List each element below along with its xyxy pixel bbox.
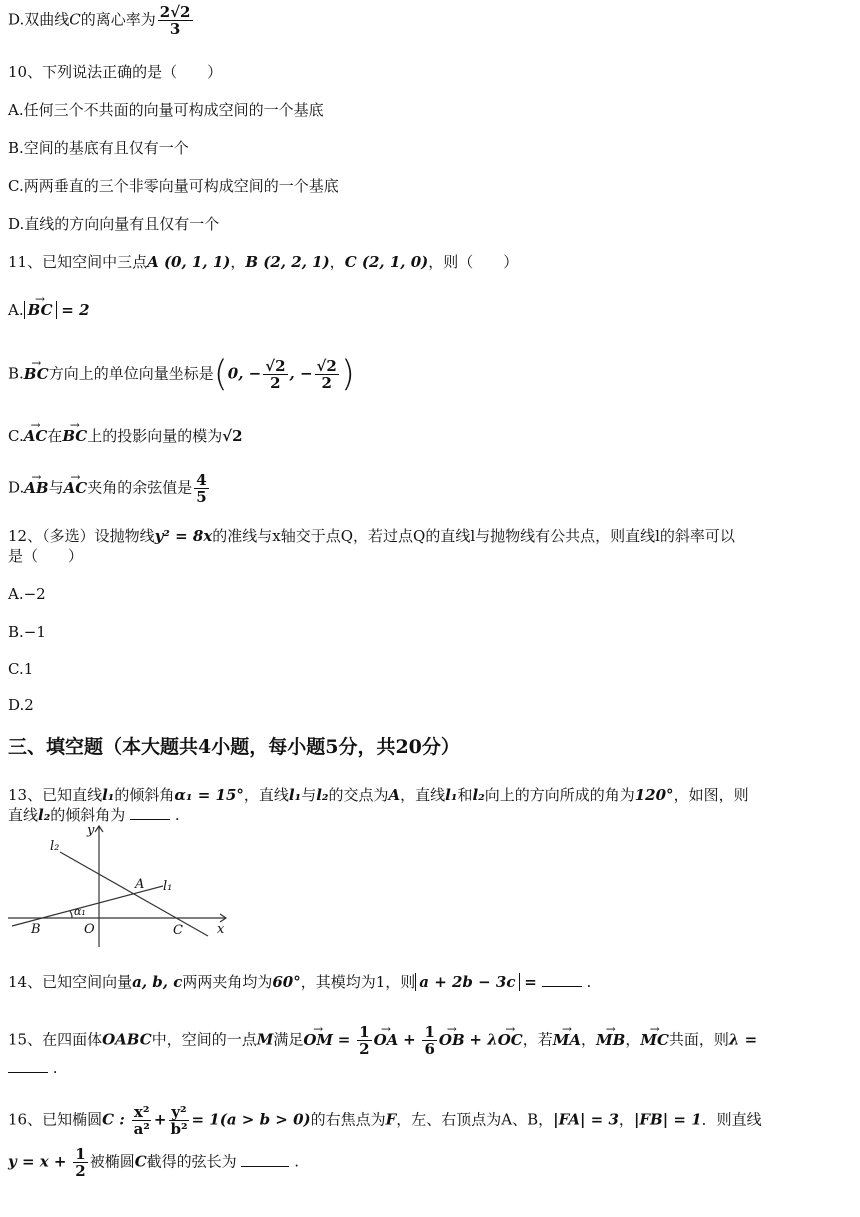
q15-f2n: 1: [424, 1023, 435, 1041]
figure-label-l1: l₁: [163, 879, 173, 894]
q13-t6: 和: [457, 786, 473, 804]
q16-t1: 的右焦点为: [310, 1110, 386, 1129]
figure-label-y: y: [87, 823, 95, 838]
q12-stem1: 12、（多选）设抛物线: [8, 527, 155, 545]
q15-name: OABC: [102, 1030, 152, 1049]
q11c-text2: 上的投影向量的模为: [87, 427, 223, 445]
q11b-n2: √2: [316, 357, 337, 375]
q13-t1: 的倾斜角: [114, 786, 175, 804]
q11a-val: = 2: [61, 301, 90, 319]
q16-hn: 1: [75, 1145, 86, 1163]
q12-stem-line1: [8, 526, 735, 546]
q16-F: F: [385, 1110, 397, 1129]
q11a-abs: [24, 301, 57, 319]
q15-mid: 中，空间的一点: [151, 1030, 257, 1049]
q15-OC: → OC: [498, 1030, 523, 1050]
figure-label-A: A: [135, 877, 145, 892]
q11-option-a: [8, 300, 90, 320]
q11c-label: C.: [8, 427, 24, 445]
q13-l2b: l₂: [472, 786, 485, 804]
q11d-frac: [194, 472, 208, 505]
q12-option-d: D.2: [8, 696, 34, 714]
q14-ang: 60°: [272, 973, 301, 991]
q15-OB: → OB: [439, 1030, 465, 1050]
q11d-vec2: → AC: [64, 478, 88, 498]
q11d-text1: 与: [48, 478, 64, 497]
q14-tail: .: [586, 973, 592, 991]
figure-label-alpha: α₁: [74, 905, 86, 918]
q13-l2c: l₂: [38, 806, 51, 824]
q16-l2post: 截得的弦长为: [146, 1152, 237, 1171]
q16-sep: ，: [618, 1110, 634, 1129]
q16-frac1: [132, 1104, 152, 1137]
q15-mid2: 满足: [273, 1030, 304, 1049]
q11d-label: D.: [8, 478, 25, 497]
q15-MB: → MB: [596, 1030, 625, 1050]
q11c-vec2: → BC: [62, 426, 87, 446]
q16-C: C :: [102, 1110, 125, 1129]
q14: [8, 972, 591, 992]
q14-expr: a + 2b − 3c: [415, 973, 519, 991]
q11a-label: A.: [8, 301, 24, 319]
q14-eq: =: [524, 973, 537, 991]
q9d-label: D.双曲线: [8, 10, 70, 29]
q16-FB: |FB| = 1: [633, 1110, 702, 1129]
q15-M: M: [256, 1030, 274, 1049]
q12-option-a: A.−2: [8, 585, 46, 603]
q16-frac2: [168, 1104, 189, 1137]
q9d-var: C: [69, 10, 81, 29]
q15-line1: 15、在四面体OABC中，空间的一点M满足→ OM = $\frac{1}{2}$ → OA + $\frac{1}{6}$ → OB + λ→ OC，若→ MA，→ MB，→ MC共面，则λ =: [8, 1024, 757, 1057]
q12-stem-line2: 是（ ）: [8, 547, 84, 565]
q11b-d2: 2: [321, 374, 332, 392]
q15-plus1: +: [403, 1030, 416, 1049]
q16-f2d: b²: [170, 1120, 188, 1138]
q15-f2d: 6: [424, 1040, 435, 1058]
q13-l2: l₂: [316, 786, 329, 804]
q15-lam: λ =: [728, 1030, 758, 1049]
q9-option-d: [8, 4, 195, 37]
q11b-frac2: [315, 358, 339, 391]
q14-mid: 两两夹角均为: [182, 973, 273, 991]
q11b-sep: , −: [289, 364, 313, 383]
q13-line1: [8, 785, 749, 805]
q16-l2mid: 被椭圆: [89, 1152, 135, 1171]
figure-angle-arc: [70, 911, 72, 918]
q16-hd: 2: [75, 1162, 86, 1180]
q16-tail: .: [294, 1152, 300, 1171]
q12-option-c: C.1: [8, 660, 34, 678]
q16-rest: = 1(a > b > 0): [191, 1110, 311, 1129]
q12-stem2: 的准线与x轴交于点Q，若过点Q的直线l与抛物线有公共点，则直线l的斜率可以: [212, 527, 735, 545]
q15-OM: → OM: [303, 1030, 333, 1050]
q13-l2post: 的倾斜角为: [50, 806, 126, 824]
q11-option-c: [8, 426, 243, 446]
q15-answer-blank: [8, 1060, 48, 1073]
q12-option-b: B.−1: [8, 623, 46, 641]
q15-f1d: 2: [359, 1040, 370, 1058]
q15-line2: [8, 1058, 58, 1078]
q11d-den: 5: [196, 488, 207, 506]
q13-answer-blank: [130, 807, 170, 820]
q16-f1d: a²: [133, 1120, 150, 1138]
q11b-n1: √2: [265, 357, 286, 375]
q11d-text2: 夹角的余弦值是: [87, 478, 193, 497]
q9d-frac: [158, 4, 193, 37]
q16-f1n: x²: [133, 1103, 150, 1121]
q15-eq: =: [337, 1030, 351, 1049]
figure-line-l1: [12, 886, 163, 926]
q9d-mid: 的离心率为: [80, 10, 156, 29]
q11a-vec: → BC: [28, 300, 53, 320]
q11b-lparen: (: [213, 353, 228, 395]
q11c-vec1: → AC: [24, 426, 48, 446]
q11d-vec1: → AB: [24, 478, 48, 498]
q11c-text1: 在: [47, 427, 63, 445]
q11d-num: 4: [196, 471, 207, 489]
q15-tail: .: [52, 1059, 58, 1077]
q13-l1: l₁: [102, 786, 115, 804]
q11-option-d: [8, 472, 211, 505]
q16-pre: 16、已知椭圆: [8, 1110, 103, 1129]
q12-eq: y² = 8x: [154, 527, 213, 545]
q13-figure: [8, 822, 238, 952]
q11-stem-post: ，则（ ）: [428, 253, 519, 271]
q15-plus2: + λ: [469, 1030, 498, 1049]
q15-frac2: [422, 1024, 436, 1057]
q11-stem-pre: 11、已知空间中三点: [8, 253, 148, 271]
figure-label-O: O: [84, 922, 95, 937]
q11c-val: √2: [222, 427, 243, 445]
q13-t4: 的交点为: [328, 786, 389, 804]
q10-option-b: B.空间的基底有且仅有一个: [8, 139, 189, 157]
q13-alpha: α₁ = 15°: [174, 786, 244, 804]
q11b-frac1: [263, 358, 287, 391]
q11b-vec: → BC: [24, 364, 49, 384]
q15-copl: 共面，则: [668, 1030, 729, 1049]
q15-cond: ，若: [522, 1030, 553, 1049]
q16-half: [73, 1146, 87, 1179]
q15-MA: → MA: [553, 1030, 581, 1050]
q15-frac1: [357, 1024, 371, 1057]
figure-label-C: C: [173, 923, 183, 938]
q10-option-c: C.两两垂直的三个非零向量可构成空间的一个基底: [8, 177, 339, 195]
q14-answer-blank: [542, 974, 582, 987]
q11b-d1: 2: [270, 374, 281, 392]
q14-pre: 14、已知空间向量: [8, 973, 133, 991]
q10-option-d: D.直线的方向向量有且仅有一个: [8, 215, 220, 233]
q11-stem: 11、已知空间中三点A (0, 1, 1)，B (2, 2, 1)，C (2, 1, 0)，则（ ）: [8, 253, 519, 271]
q10-stem: 10、下列说法正确的是（ ）: [8, 63, 223, 81]
q15-f1n: 1: [359, 1023, 370, 1041]
q13-t5: ，直线: [400, 786, 446, 804]
q15-MC: → MC: [640, 1030, 669, 1050]
q15-pre: 15、在四面体: [8, 1030, 103, 1049]
q13-pre: 13、已知直线: [8, 786, 103, 804]
q16-t2: ，左、右顶点为A、B，: [396, 1110, 554, 1129]
figure-label-B: B: [31, 922, 41, 937]
q11b-label: B.: [8, 364, 24, 383]
q11-option-b: [8, 353, 355, 395]
q13-t3: 与: [301, 786, 317, 804]
q13-t7: 向上的方向所成的角为: [484, 786, 635, 804]
figure-line-l2: [60, 852, 208, 936]
section-3-heading: 三、填空题（本大题共4小题，每小题5分，共20分）: [8, 736, 460, 758]
q11b-zero: 0, −: [227, 364, 262, 383]
q11-point-b: B (2, 2, 1): [245, 253, 330, 271]
q13-t8: ，如图，则: [673, 786, 749, 804]
q13-l2pre: 直线: [8, 806, 39, 824]
q16-f2n: y²: [171, 1103, 187, 1121]
q14-vecs: a, b, c: [132, 973, 183, 991]
q16-line2: [8, 1146, 299, 1179]
q13-t2: ，直线: [243, 786, 289, 804]
q16-FA: |FA| = 3: [553, 1110, 619, 1129]
q11-point-a: A (0, 1, 1): [147, 253, 231, 271]
q13-ang: 120°: [634, 786, 674, 804]
q13-l1c: l₁: [445, 786, 458, 804]
q16-t3: ．则直线: [701, 1110, 762, 1129]
q10-option-a: A.任何三个不共面的向量可构成空间的一个基底: [8, 101, 324, 119]
q11b-text: 方向上的单位向量坐标是: [48, 364, 214, 383]
q9d-num: 2√2: [159, 3, 191, 21]
q11-point-c: C (2, 1, 0): [344, 253, 429, 271]
q15-OA: → OA: [374, 1030, 399, 1050]
q16-line1: [8, 1104, 762, 1137]
q16-l2C: C: [134, 1152, 147, 1171]
q13-A: A: [388, 786, 401, 804]
q13-l1b: l₁: [288, 786, 302, 804]
q13-tail: .: [174, 806, 180, 824]
q16-plus: +: [153, 1110, 167, 1129]
q11b-rparen: ): [340, 353, 355, 395]
q16-l2pre: y = x +: [8, 1152, 67, 1171]
figure-label-l2: l₂: [50, 839, 60, 854]
q14-mid2: ，其模均为1，则: [300, 973, 416, 991]
figure-label-x: x: [217, 922, 225, 937]
q16-answer-blank: [241, 1154, 289, 1167]
q9d-den: 3: [169, 20, 181, 38]
